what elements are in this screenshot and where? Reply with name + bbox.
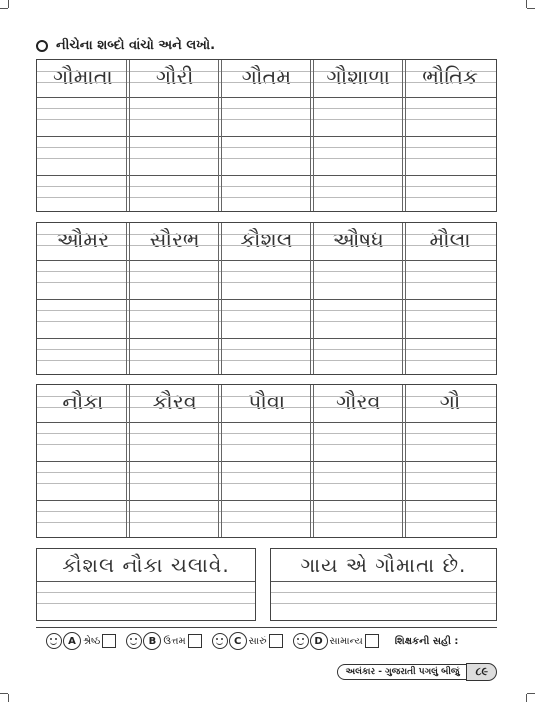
column-divider <box>218 60 222 211</box>
guide-line <box>37 245 496 246</box>
bullet-icon <box>36 40 48 52</box>
row-line <box>37 461 496 462</box>
column-divider <box>126 385 130 537</box>
crop-mark <box>527 8 535 9</box>
word-cell: ગૌરી <box>155 65 194 89</box>
word-cell: પૌવા <box>247 390 286 414</box>
smiley-icon <box>46 633 62 649</box>
row-line <box>37 581 255 582</box>
row-line <box>37 500 496 501</box>
word-cell: ભૌતિક <box>422 65 478 89</box>
row-line <box>37 299 496 300</box>
word-cell: ગૌતમ <box>241 65 292 89</box>
smiley-icon <box>212 633 228 649</box>
row-line <box>37 338 496 339</box>
column-divider <box>126 223 130 374</box>
grade-checkbox[interactable] <box>269 634 283 648</box>
guide-line <box>37 360 496 361</box>
guide-line <box>37 396 496 397</box>
row-line <box>37 260 496 261</box>
word-cell: કૌરવ <box>152 390 197 414</box>
exercise-title <box>36 38 215 53</box>
guide-line <box>37 147 496 148</box>
row-line <box>271 581 496 582</box>
guide-line <box>37 483 496 484</box>
grade-b <box>126 632 201 650</box>
grade-label: શ્રેષ્ઠ <box>83 635 101 647</box>
crop-mark <box>527 693 535 694</box>
word-grid-2 <box>36 222 497 375</box>
smiley-icon <box>293 633 309 649</box>
word-grid-1 <box>36 59 497 212</box>
word-cell: નૌકા <box>62 390 104 414</box>
book-title: અલંકાર - ગુજરાતી પગલું બીજું <box>337 664 469 680</box>
guide-line <box>271 592 496 593</box>
word-cell: ગૌમાતા <box>53 65 113 89</box>
footer-divider <box>36 627 497 628</box>
row-line <box>37 175 496 176</box>
word-cell: ગૌશાળા <box>326 65 391 89</box>
guide-line <box>37 444 496 445</box>
guide-line <box>37 186 496 187</box>
grade-letter: A <box>63 632 81 650</box>
grade-bar <box>46 632 458 650</box>
grade-label: સારું <box>248 635 267 647</box>
word-grid-3 <box>36 384 497 538</box>
word-row <box>37 62 496 92</box>
word-cell: ઔષધ <box>332 228 384 252</box>
guide-line <box>37 197 496 198</box>
guide-line <box>37 511 496 512</box>
sentence-box-1 <box>36 548 256 621</box>
crop-mark <box>0 8 8 9</box>
column-divider <box>402 223 406 374</box>
word-cell: ગૌ <box>439 390 461 414</box>
teacher-signature-label: શિક્ષકની સહી : <box>394 635 459 647</box>
word-cell: ઔમર <box>56 228 110 252</box>
word-row <box>37 225 496 255</box>
guide-line <box>37 472 496 473</box>
grade-checkbox[interactable] <box>365 634 379 648</box>
page-footer <box>337 663 497 681</box>
sentence-text: ગાય એ ગૌમાતા છે. <box>300 553 467 577</box>
guide-line <box>37 603 255 604</box>
sentence-box-2 <box>270 548 497 621</box>
guide-line <box>37 407 496 408</box>
grade-label: ઉત્તમ <box>163 635 186 647</box>
word-row <box>37 387 496 417</box>
column-divider <box>218 223 222 374</box>
guide-line <box>37 108 496 109</box>
sentence-text: કૌશલ નૌકા ચલાવે. <box>62 553 230 577</box>
guide-line <box>37 82 496 83</box>
guide-line <box>37 71 496 72</box>
column-divider <box>310 60 314 211</box>
word-cell: મૌલા <box>429 228 471 252</box>
row-line <box>37 136 496 137</box>
guide-line <box>37 433 496 434</box>
column-divider <box>310 223 314 374</box>
guide-line <box>37 592 255 593</box>
page-number: ૮૯ <box>466 663 497 681</box>
guide-line <box>37 282 496 283</box>
crop-mark <box>8 694 9 702</box>
word-cell: કૌશલ <box>240 228 293 252</box>
grade-d <box>293 632 379 650</box>
grade-letter: C <box>229 632 247 650</box>
guide-line <box>37 234 496 235</box>
grade-letter: D <box>310 632 328 650</box>
word-cell: સૌરભ <box>149 228 200 252</box>
guide-line <box>37 271 496 272</box>
word-cell: ગૌરવ <box>335 390 381 414</box>
exercise-title-text: નીચેના શબ્દો વાંચો અને લખો. <box>56 38 216 53</box>
crop-mark <box>526 694 527 702</box>
column-divider <box>402 60 406 211</box>
crop-mark <box>0 693 8 694</box>
grade-checkbox[interactable] <box>188 634 202 648</box>
smiley-icon <box>126 633 142 649</box>
crop-mark <box>526 0 527 8</box>
guide-line <box>37 522 496 523</box>
guide-line <box>37 321 496 322</box>
column-divider <box>310 385 314 537</box>
column-divider <box>402 385 406 537</box>
guide-line <box>37 349 496 350</box>
grade-label: સામાન્ય <box>329 635 363 647</box>
grade-checkbox[interactable] <box>102 634 116 648</box>
row-line <box>37 97 496 98</box>
grade-a <box>46 632 116 650</box>
row-line <box>37 422 496 423</box>
grade-c <box>212 632 283 650</box>
guide-line <box>37 119 496 120</box>
crop-mark <box>8 0 9 8</box>
guide-line <box>271 603 496 604</box>
guide-line <box>37 158 496 159</box>
guide-line <box>37 310 496 311</box>
column-divider <box>218 385 222 537</box>
grade-letter: B <box>143 632 161 650</box>
column-divider <box>126 60 130 211</box>
